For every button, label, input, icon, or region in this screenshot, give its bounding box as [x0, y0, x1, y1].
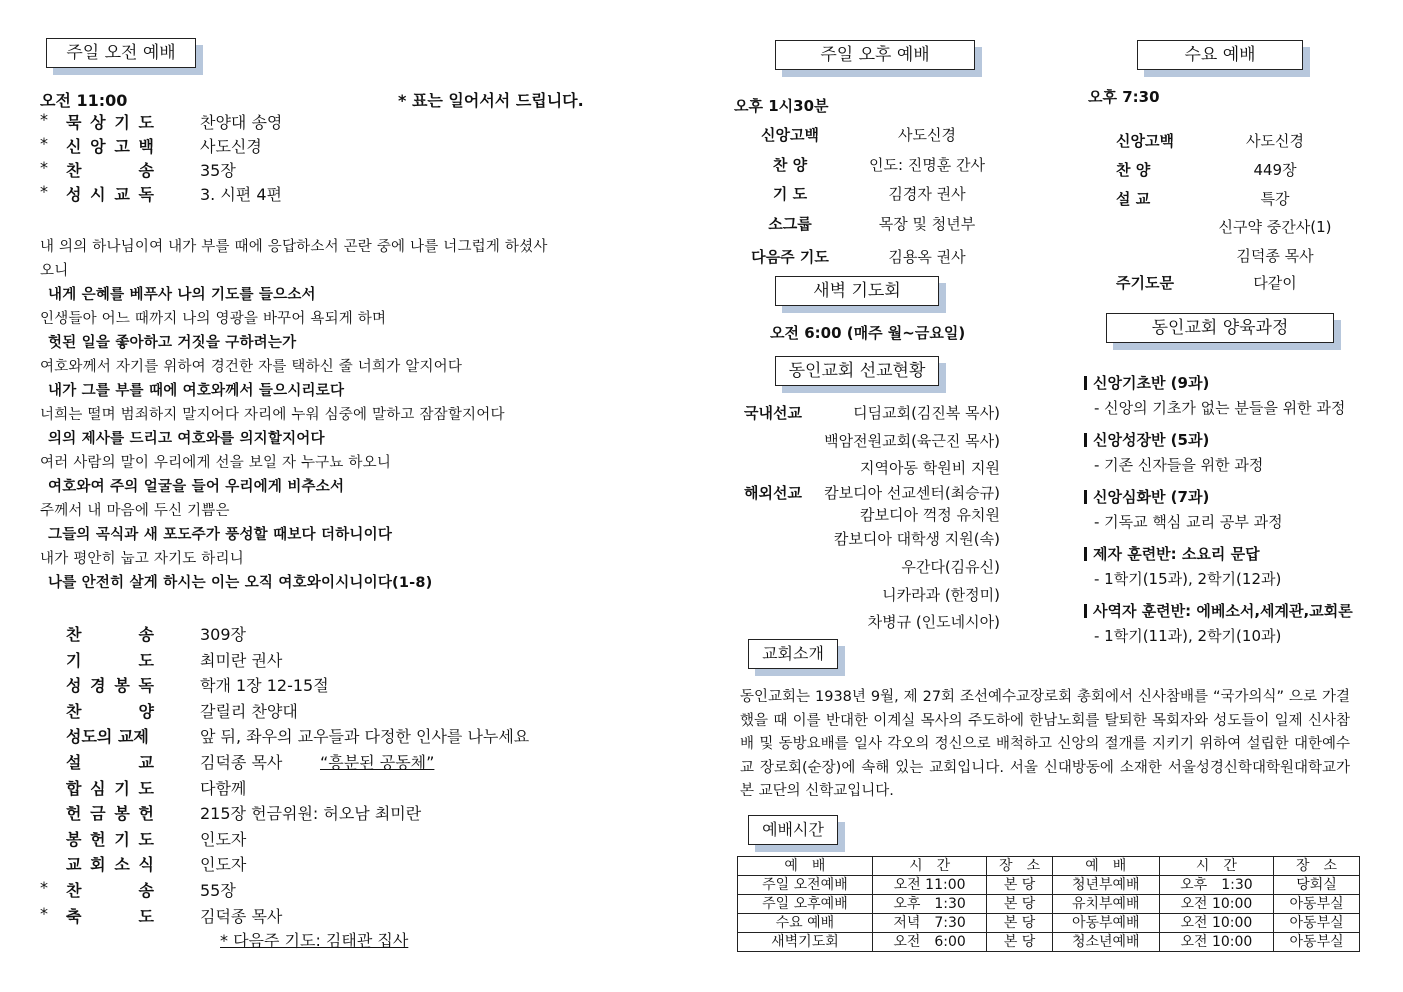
- course-bar-icon: [1084, 604, 1087, 618]
- order-label-char: 교: [114, 185, 130, 204]
- schedule-cell: 당회실: [1274, 876, 1360, 895]
- psalm-line: 내게 은혜를 베푸사 나의 기도를 들으소서: [48, 287, 316, 303]
- afternoon-value: 김용옥 권사: [888, 248, 966, 266]
- order-label-char: 양: [138, 701, 154, 721]
- order-value: 35장: [200, 161, 236, 180]
- course-desc: - 기독교 핵심 교리 공부 과정: [1094, 513, 1283, 531]
- wednesday-value: 449장: [1253, 161, 1297, 179]
- order-label-char: 송: [138, 161, 154, 180]
- order-label-char: 찬: [66, 701, 82, 721]
- order-value: 309장: [200, 625, 246, 644]
- order-value: 인도자: [200, 855, 247, 875]
- order-star: *: [40, 110, 48, 129]
- next-week-prayer: * 다음주 기도: 김태관 집사: [220, 931, 409, 950]
- schedule-cell: 오전 10:00: [1159, 895, 1273, 914]
- standing-note: * 표는 일어서서 드립니다.: [398, 91, 584, 110]
- order-label-char: 소: [114, 855, 130, 875]
- order-label-char: 헌: [138, 804, 154, 824]
- order-value: 김덕종 목사: [200, 753, 283, 772]
- order-label: [66, 776, 154, 799]
- afternoon-value: 사도신경: [898, 126, 956, 144]
- order-label-char: 회: [90, 855, 106, 875]
- schedule-cell: 오후 1:30: [1159, 876, 1273, 895]
- afternoon-label: 다음주 기도: [751, 248, 829, 266]
- schedule-cell: 오후 1:30: [872, 895, 986, 914]
- domestic-mission: 디딤교회(김진복 목사): [853, 404, 1000, 422]
- order-star: *: [40, 903, 48, 923]
- overseas-label: 해외선교: [744, 484, 802, 502]
- order-star: *: [40, 878, 48, 897]
- order-label-char: 고: [114, 137, 130, 156]
- order-label-char: 경: [90, 676, 106, 696]
- psalm-line: 의의 제사를 드리고 여호와를 의지할지어다: [48, 431, 325, 447]
- course-name: [1084, 372, 1209, 393]
- psalm-line: 여호와여 주의 얼굴을 들어 우리에게 비추소서: [48, 479, 345, 495]
- course-name: [1084, 429, 1209, 450]
- course-bar-icon: [1084, 433, 1087, 447]
- order-value: 갈릴리 찬양대: [200, 701, 298, 721]
- schedule-cell: 오전 6:00: [872, 933, 986, 952]
- order-label-char: 앙: [90, 137, 106, 156]
- schedule-cell: 아동부실: [1274, 933, 1360, 952]
- order-label-char: 봉: [114, 676, 130, 696]
- order-label-char: 시: [90, 185, 106, 204]
- course-name-text: 제자 훈련반: 소요리 문답: [1093, 545, 1260, 563]
- afternoon-label: 찬 양: [772, 156, 808, 174]
- schedule-row: [738, 895, 1360, 914]
- order-value: 앞 뒤, 좌우의 교우들과 다정한 인사를 나누세요: [200, 727, 530, 747]
- order-label: [66, 750, 154, 773]
- schedule-cell: 본 당: [987, 895, 1053, 914]
- order-label-char: 성: [66, 676, 82, 696]
- order-star: *: [40, 158, 48, 177]
- order-value: 찬양대 송영: [200, 113, 283, 132]
- lords-prayer-value: 다같이: [1253, 274, 1297, 292]
- schedule-header-cell: 장 소: [1274, 857, 1360, 876]
- course-desc: - 기존 신자들을 위한 과정: [1094, 456, 1264, 474]
- order-label-char: 도: [138, 778, 154, 798]
- schedule-cell: 청년부예배: [1052, 876, 1159, 895]
- order-label: [66, 182, 154, 205]
- overseas-mission: 캄보디아 꺽정 유치원: [860, 506, 1000, 524]
- course-bar-icon: [1084, 376, 1087, 390]
- order-value: 55장: [200, 881, 236, 900]
- psalm-line: 그들의 곡식과 새 포도주가 풍성할 때보다 더하니이다: [48, 527, 393, 543]
- schedule-cell: 오전 10:00: [1159, 914, 1273, 933]
- overseas-mission: 차병규 (인도네시아): [867, 613, 1000, 631]
- order-label-char: 헌: [90, 829, 106, 849]
- order-label: [66, 852, 154, 875]
- order-label-char: 합: [66, 778, 82, 798]
- domestic-mission: 지역아동 학원비 지원: [860, 459, 1000, 477]
- order-label-char: 성: [66, 185, 82, 204]
- order-label-char: 교: [138, 753, 154, 772]
- order-star: *: [40, 182, 48, 201]
- afternoon-value: 인도: 진명훈 간사: [868, 156, 986, 174]
- wednesday-title: 수요 예배: [1137, 40, 1303, 70]
- course-bar-icon: [1084, 490, 1087, 504]
- afternoon-label: 소그룹: [768, 215, 812, 233]
- order-label-char: 기: [114, 113, 130, 132]
- psalm-line: 오니: [40, 263, 69, 279]
- order-label-char: 도: [138, 829, 154, 849]
- order-label-char: 찬: [66, 625, 82, 644]
- schedule-cell: 아동부예배: [1052, 914, 1159, 933]
- order-label-char: 기: [114, 778, 130, 798]
- schedule-header-cell: 시 간: [1159, 857, 1273, 876]
- wednesday-extra-1: 신구약 중간사(1): [1218, 218, 1332, 236]
- order-value: 3. 시편 4편: [200, 185, 282, 204]
- course-desc: - 1학기(15과), 2학기(12과): [1094, 570, 1282, 588]
- schedule-cell: 유치부예배: [1052, 895, 1159, 914]
- order-label: [66, 827, 154, 850]
- afternoon-title: 주일 오후 예배: [775, 40, 975, 70]
- schedule-row: [738, 876, 1360, 895]
- wednesday-label: 설 교: [1116, 190, 1151, 208]
- course-bar-icon: [1084, 547, 1087, 561]
- wednesday-extra-2: 김덕종 목사: [1236, 247, 1314, 265]
- schedule-cell: 오전 11:00: [872, 876, 986, 895]
- schedule-cell: 본 당: [987, 914, 1053, 933]
- order-label: [66, 648, 154, 671]
- order-value: 인도자: [200, 829, 247, 849]
- course-name: [1084, 543, 1260, 564]
- morning-title: 주일 오전 예배: [46, 38, 196, 68]
- order-label-char: 송: [138, 625, 154, 644]
- psalm-line: 내 의의 하나님이여 내가 부를 때에 응답하소서 곤란 중에 나를 너그럽게 하셨사: [40, 239, 548, 255]
- order-value: 215장 헌금위원: 허오남 최미란: [200, 804, 422, 824]
- order-label-char: 설: [66, 753, 82, 772]
- schedule-table: [737, 856, 1360, 952]
- order-label-char: 식: [138, 855, 154, 875]
- order-label-char: 독: [138, 676, 154, 696]
- schedule-row: [738, 933, 1360, 952]
- order-label-char: 독: [138, 185, 154, 204]
- overseas-mission: 캄보디아 대학생 지원(속): [833, 530, 1000, 548]
- course-name-text: 사역자 훈련반: 에베소서,세계관,교회론: [1093, 602, 1353, 620]
- order-value: 최미란 권사: [200, 650, 283, 670]
- schedule-cell: 저녁 7:30: [872, 914, 986, 933]
- afternoon-value: 목장 및 청년부: [878, 215, 976, 233]
- course-desc: - 신앙의 기초가 없는 분들을 위한 과정: [1094, 399, 1346, 417]
- schedule-header-cell: 예 배: [738, 857, 873, 876]
- wednesday-value: 사도신경: [1246, 132, 1304, 150]
- sermon-title: “흥분된 공동체”: [320, 753, 435, 772]
- schedule-row: [738, 914, 1360, 933]
- schedule-header-cell: 장 소: [987, 857, 1053, 876]
- dawn-title: 새벽 기도회: [775, 276, 939, 306]
- schedule-cell: 새벽기도회: [738, 933, 873, 952]
- course-name: [1084, 486, 1209, 507]
- schedule-title: 예배시간: [748, 815, 838, 845]
- order-label: [66, 110, 154, 133]
- afternoon-label: 기 도: [772, 185, 808, 203]
- order-label: [66, 158, 154, 181]
- intro-title: 교회소개: [748, 639, 838, 669]
- schedule-cell: 주일 오후예배: [738, 895, 873, 914]
- afternoon-time: 오후 1시30분: [734, 97, 829, 115]
- order-label-char: 묵: [66, 113, 82, 132]
- schedule-cell: 청소년예배: [1052, 933, 1159, 952]
- overseas-mission: 우간다(김유신): [901, 558, 1000, 576]
- order-value: 다함께: [200, 778, 247, 798]
- order-label: [66, 673, 154, 696]
- afternoon-value: 김경자 권사: [888, 185, 966, 203]
- psalm-line: 헛된 일을 좋아하고 거짓을 구하려는가: [48, 335, 297, 351]
- order-label-char: 기: [114, 829, 130, 849]
- course-name: [1084, 600, 1353, 621]
- order-label-char: 기: [66, 650, 82, 670]
- order-label-char: 찬: [66, 161, 82, 180]
- order-label-char: 송: [138, 881, 154, 900]
- order-label: [66, 699, 154, 722]
- overseas-mission: 니카라과 (한정미): [882, 586, 1000, 604]
- psalm-line: 내가 그를 부를 때에 여호와께서 들으시리로다: [48, 383, 345, 399]
- order-label-char: 심: [90, 778, 106, 798]
- order-label: [66, 878, 154, 901]
- order-value: 김덕종 목사: [200, 906, 283, 926]
- schedule-cell: 본 당: [987, 876, 1053, 895]
- order-value: 학개 1장 12-15절: [200, 676, 329, 696]
- order-value: 사도신경: [200, 137, 262, 156]
- order-label-char: 헌: [66, 804, 82, 824]
- order-label-char: 도: [138, 650, 154, 670]
- order-label-text: 성도의 교제: [66, 727, 149, 747]
- order-label-char: 상: [90, 113, 106, 132]
- order-label-char: 금: [90, 804, 106, 824]
- order-label-char: 도: [138, 113, 154, 132]
- intro-text: 동인교회는 1938년 9월, 제 27회 조선예수교장로회 총회에서 신사참배를 “국가의식” 으로 가결했을 때 이를 반대한 이계실 목사의 주도하에 한남노회를 탈퇴한 목회자와 성도들이 일제 신사참배 및 동방요배를 일사 각오의 정신으로 배척하고 신앙의 절개를 지키기 위하여 설립한 대한예수교 장로회(순장)에 속해 있는 교회입니다. 서울 신대방동에 소재한 서울성경신학대학원대학교가 본 교단의 신학교입니다.: [740, 689, 1350, 799]
- order-label: [66, 622, 154, 645]
- schedule-header-row: [738, 857, 1360, 876]
- wednesday-time: 오후 7:30: [1088, 88, 1160, 106]
- order-label-char: 축: [66, 906, 82, 926]
- order-label-char: 봉: [66, 829, 82, 849]
- domestic-mission: 백암전원교회(육근진 목사): [824, 432, 1000, 450]
- order-label-char: 백: [138, 137, 154, 156]
- order-label-char: 교: [66, 855, 82, 875]
- course-desc: - 1학기(11과), 2학기(10과): [1094, 627, 1282, 645]
- schedule-cell: 오전 10:00: [1159, 933, 1273, 952]
- schedule-cell: 아동부실: [1274, 895, 1360, 914]
- psalm-line: 너희는 떨며 범죄하지 말지어다 자리에 누워 심중에 말하고 잠잠할지어다: [40, 407, 505, 423]
- psalm-line: 주께서 내 마음에 두신 기쁨은: [40, 503, 230, 519]
- overseas-mission: 캄보디아 선교센터(최승규): [824, 484, 1000, 502]
- training-title: 동인교회 양육과정: [1106, 313, 1334, 343]
- afternoon-label: 신앙고백: [761, 126, 819, 144]
- wednesday-label: 찬 양: [1116, 161, 1151, 179]
- morning-time: 오전 11:00: [40, 91, 128, 110]
- schedule-header-cell: 시 간: [872, 857, 986, 876]
- schedule-cell: 수요 예배: [738, 914, 873, 933]
- course-name-text: 신앙기초반 (9과): [1093, 374, 1210, 392]
- order-label: [66, 801, 154, 824]
- order-label: [66, 724, 154, 747]
- order-label-char: 신: [66, 137, 82, 156]
- course-name-text: 신앙성장반 (5과): [1093, 431, 1210, 449]
- schedule-cell: 본 당: [987, 933, 1053, 952]
- order-label-char: 봉: [114, 804, 130, 824]
- psalm-line: 여호와께서 자기를 위하여 경건한 자를 택하신 줄 너희가 알지어다: [40, 359, 463, 375]
- mission-title: 동인교회 선교현황: [775, 356, 939, 386]
- order-label: [66, 134, 154, 157]
- wednesday-label: 신앙고백: [1116, 132, 1174, 150]
- schedule-cell: 아동부실: [1274, 914, 1360, 933]
- schedule-header-cell: 예 배: [1052, 857, 1159, 876]
- order-label: [66, 904, 154, 927]
- lords-prayer-label: 주기도문: [1116, 274, 1174, 292]
- schedule-cell: 주일 오전예배: [738, 876, 873, 895]
- order-star: *: [40, 134, 48, 153]
- domestic-label: 국내선교: [744, 404, 802, 422]
- psalm-line: 인생들아 어느 때까지 나의 영광을 바꾸어 욕되게 하며: [40, 311, 387, 327]
- psalm-line: 내가 평안히 눕고 자기도 하리니: [40, 551, 244, 567]
- course-name-text: 신앙심화반 (7과): [1093, 488, 1210, 506]
- psalm-line: 여러 사람의 말이 우리에게 선을 보일 자 누구뇨 하오니: [40, 455, 392, 471]
- psalm-line: 나를 안전히 살게 하시는 이는 오직 여호와이시니이다(1-8): [48, 575, 433, 591]
- order-label-char: 찬: [66, 881, 82, 900]
- wednesday-value: 특강: [1260, 190, 1290, 208]
- dawn-time: 오전 6:00 (매주 월~금요일): [770, 324, 966, 342]
- order-label-char: 도: [138, 906, 154, 926]
